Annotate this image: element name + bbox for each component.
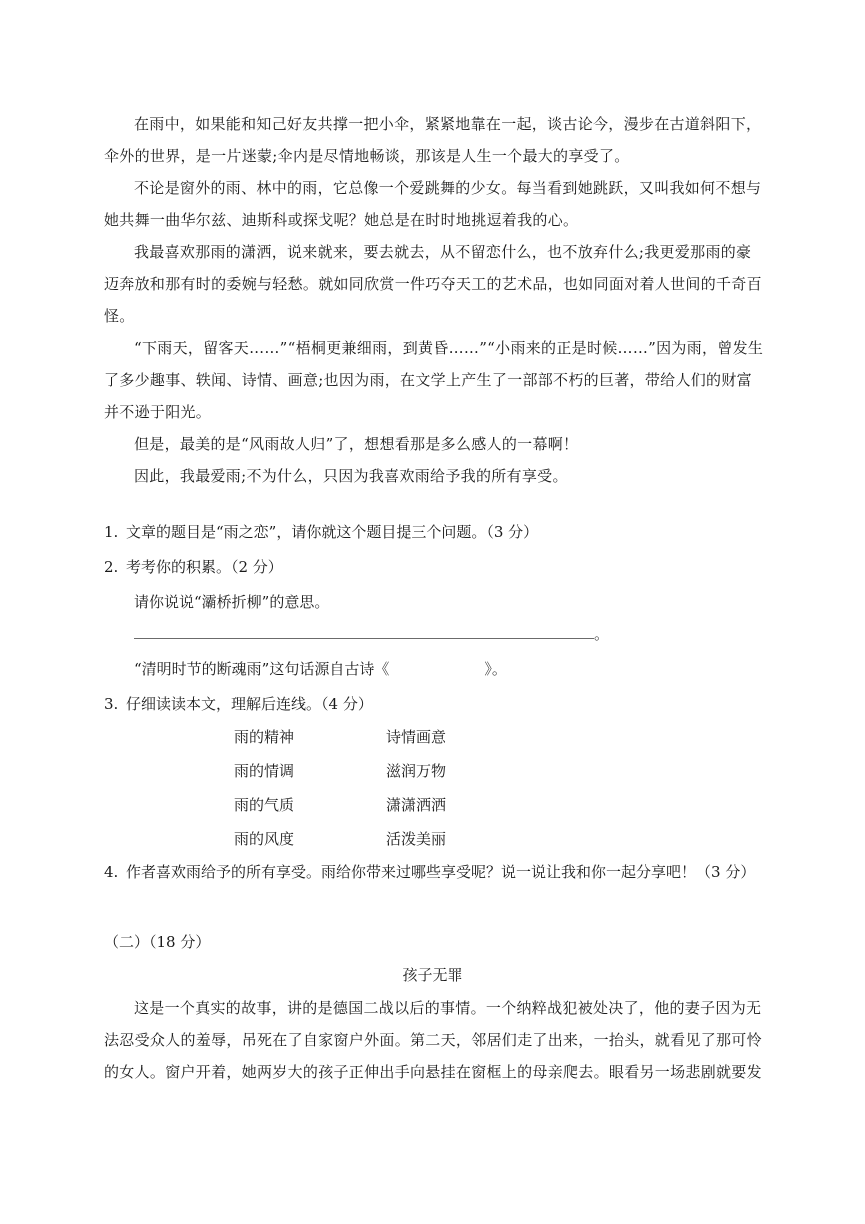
match-left-item[interactable]: 雨的情调 bbox=[234, 762, 295, 780]
question-2b-suffix: 》。 bbox=[484, 660, 507, 678]
passage-paragraph: 因此，我最爱雨;不为什么，只因为我喜欢雨给予我的所有享受。 bbox=[134, 467, 568, 485]
question-number: 3. bbox=[104, 695, 119, 713]
question-2b-prefix: “清明时节的断魂雨”这句话源自古诗《 bbox=[134, 660, 390, 678]
question-number: 4. bbox=[104, 863, 119, 881]
passage-paragraph: “下雨天，留客天……”“梧桐更兼细雨，到黄昏……”“小雨来的正是时候……”因为雨，曾发生了多少趣事、轶闻、诗情、画意;也因为雨，在文学上产生了一部部不朽的巨著，带给人们的财富并不逊于阳光。 bbox=[104, 339, 764, 421]
question-2 bbox=[104, 557, 283, 577]
passage-paragraph: 这是一个真实的故事，讲的是德国二战以后的事情。一个纳粹战犯被处决了，他的妻子因为无法忍受众人的羞辱，吊死在了自家窗户外面。第二天，邻居们走了出来，一抬头，就看见了那可怜的女人。窗户开着，她两岁大的孩子正伸出手向悬挂在窗框上的母亲爬去。眼看另一场悲剧就要发 bbox=[104, 999, 762, 1081]
match-left-item[interactable]: 雨的气质 bbox=[234, 796, 295, 814]
question-3 bbox=[104, 694, 373, 714]
question-text: 仔细读读本文，理解后连线。（4 分） bbox=[126, 695, 373, 713]
passage-paragraph: 不论是窗外的雨、林中的雨，它总像一个爱跳舞的少女。每当看到她跳跃，又叫我如何不想与她共舞一曲华尔兹、迪斯科或探戈呢？她总是在时时地挑逗着我的心。 bbox=[104, 179, 762, 229]
blank-end-mark: 。 bbox=[594, 625, 610, 643]
question-2a: 请你说说“灞桥折柳”的意思。 bbox=[134, 593, 330, 611]
question-number: 2. bbox=[104, 558, 119, 576]
answer-blank-line[interactable] bbox=[134, 638, 594, 639]
match-right-item[interactable]: 活泼美丽 bbox=[386, 830, 447, 848]
match-left-item[interactable]: 雨的精神 bbox=[234, 728, 295, 746]
question-text: 考考你的积累。（2 分） bbox=[126, 558, 283, 576]
passage-paragraph: 但是，最美的是“风雨故人归”了，想想看那是多么感人的一幕啊！ bbox=[134, 435, 579, 453]
question-text: 作者喜欢雨给予的所有享受。雨给你带来过哪些享受呢？说一说让我和你一起分享吧！（3 分） bbox=[126, 863, 756, 881]
match-right-item[interactable]: 潇潇洒洒 bbox=[386, 796, 447, 814]
question-2b bbox=[134, 659, 507, 679]
question-1 bbox=[104, 522, 538, 542]
question-4 bbox=[104, 862, 755, 882]
question-number: 1. bbox=[104, 523, 119, 541]
section-title: 孩子无罪 bbox=[402, 966, 463, 984]
section-header: （二）（18 分） bbox=[104, 933, 211, 951]
question-text: 文章的题目是“雨之恋”，请你就这个题目提三个问题。（3 分） bbox=[126, 523, 539, 541]
match-right-item[interactable]: 诗情画意 bbox=[386, 728, 447, 746]
match-right-item[interactable]: 滋润万物 bbox=[386, 762, 447, 780]
match-left-item[interactable]: 雨的风度 bbox=[234, 830, 295, 848]
passage-paragraph: 我最喜欢那雨的潇洒，说来就来，要去就去，从不留恋什么，也不放弃什么;我更爱那雨的豪迈奔放和那有时的委婉与轻愁。就如同欣赏一件巧夺天工的艺术品，也如同面对着人世间的千奇百怪。 bbox=[104, 243, 762, 325]
passage-paragraph: 在雨中，如果能和知己好友共撑一把小伞，紧紧地靠在一起，谈古论今，漫步在古道斜阳下，伞外的世界，是一片迷蒙;伞内是尽情地畅谈，那该是人生一个最大的享受了。 bbox=[104, 115, 762, 165]
